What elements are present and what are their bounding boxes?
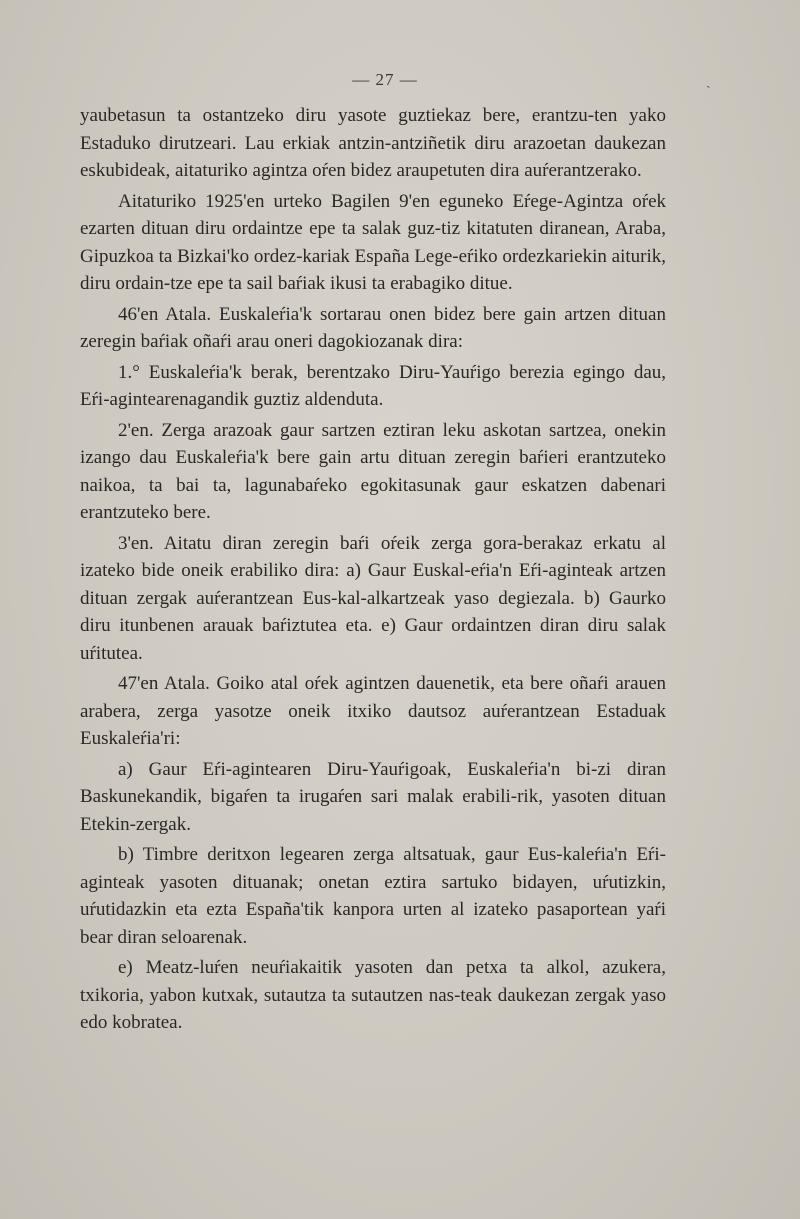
paragraph-item-a: a) Gaur Eŕi-agintearen Diru-Yauŕigoak, Euskaleŕia'n bi-zi diran Baskunekandik, bigaŕen ta irugaŕen sari malak erabili-rik, yasoten dituan Etekin-zergak.	[80, 758, 666, 835]
paragraph-item-1: 1.° Euskaleŕia'k berak, berentzako Diru-Yauŕigo berezia egingo dau, Eŕi-agintearenagandik guztiz aldenduta.	[80, 361, 666, 410]
paragraph-item-e: e) Meatz-luŕen neuŕiakaitik yasoten dan petxa ta alkol, azukera, txikoria, yabon kutxak, sutautza ta sutautzen nas-teak daukezan zergak yaso edo kobratea.	[80, 957, 666, 1033]
page-number: — 27 —	[352, 70, 418, 89]
body-text	[80, 102, 666, 1040]
paragraph-continuation: yaubetasun ta ostantzeko diru yasote guztiekaz bere, erantzu-ten yako Estaduko dirutzeari. Lau erkiak antzin-antziñetik diru arazoetan daukezan eskubideak, aitaturiko agintza oŕen bidez araupetuten dira auŕerantzerako.	[80, 105, 666, 181]
stray-mark: ˎ	[706, 74, 711, 89]
paragraph-article-46: 46'en Atala. Euskaleŕia'k sortarau onen bidez bere gain artzen dituan zeregin baŕiak oñaŕi arau oneri dagokiozanak dira:	[80, 303, 666, 352]
paragraph-item-b: b) Timbre deritxon legearen zerga altsatuak, gaur Eus-kaleŕia'n Eŕi-aginteak yasoten dituanak; onetan eztira sartuko bidayen, uŕutizkin, uŕutidazkin eta ezta España'tik kanpora urten al izateko pasaportean yaŕi bear diran seloarenak.	[80, 844, 666, 948]
paragraph-item-3: 3'en. Aitatu diran zeregin baŕi oŕeik zerga gora-berakaz erkatu al izateko bide oneik erabiliko dira: a) Gaur Euskal-eŕia'n Eŕi-aginteak artzen dituan zergak auŕerantzean Eus-kal-alkartzeak yaso degiezala. b) Gaurko diru itunbenen arauak baŕiztutea eta. e) Gaur ordaintzen diran diru salak uŕitutea.	[80, 532, 666, 664]
paragraph-article-47: 47'en Atala. Goiko atal oŕek agintzen dauenetik, eta bere oñaŕi arauen arabera, zerga yasotze oneik itxiko dautsoz auŕerantzean Estaduak Euskaleŕia'ri:	[80, 673, 666, 749]
paragraph-item-2: 2'en. Zerga arazoak gaur sartzen eztiran leku askotan sartzea, onekin izango dau Euskaleŕia'k bere gain artu dituan zeregin baŕieri erantzuteko naikoa, ta bai ta, lagunabaŕeko egokitasunak gaur eskatzen dabenari erantzuteko bere.	[80, 419, 666, 523]
paragraph-decree: Aitaturiko 1925'en urteko Bagilen 9'en eguneko Eŕege-Agintza oŕek ezarten dituan diru ordaintze epe ta salak guz-tiz kitatuten diranean, Araba, Gipuzkoa ta Bizkai'ko ordez-kariak España Lege-eŕiko ordezkariekin aiturik, diru ordain-tze epe ta sail baŕiak ikusi ta erabagiko ditue.	[80, 190, 666, 294]
